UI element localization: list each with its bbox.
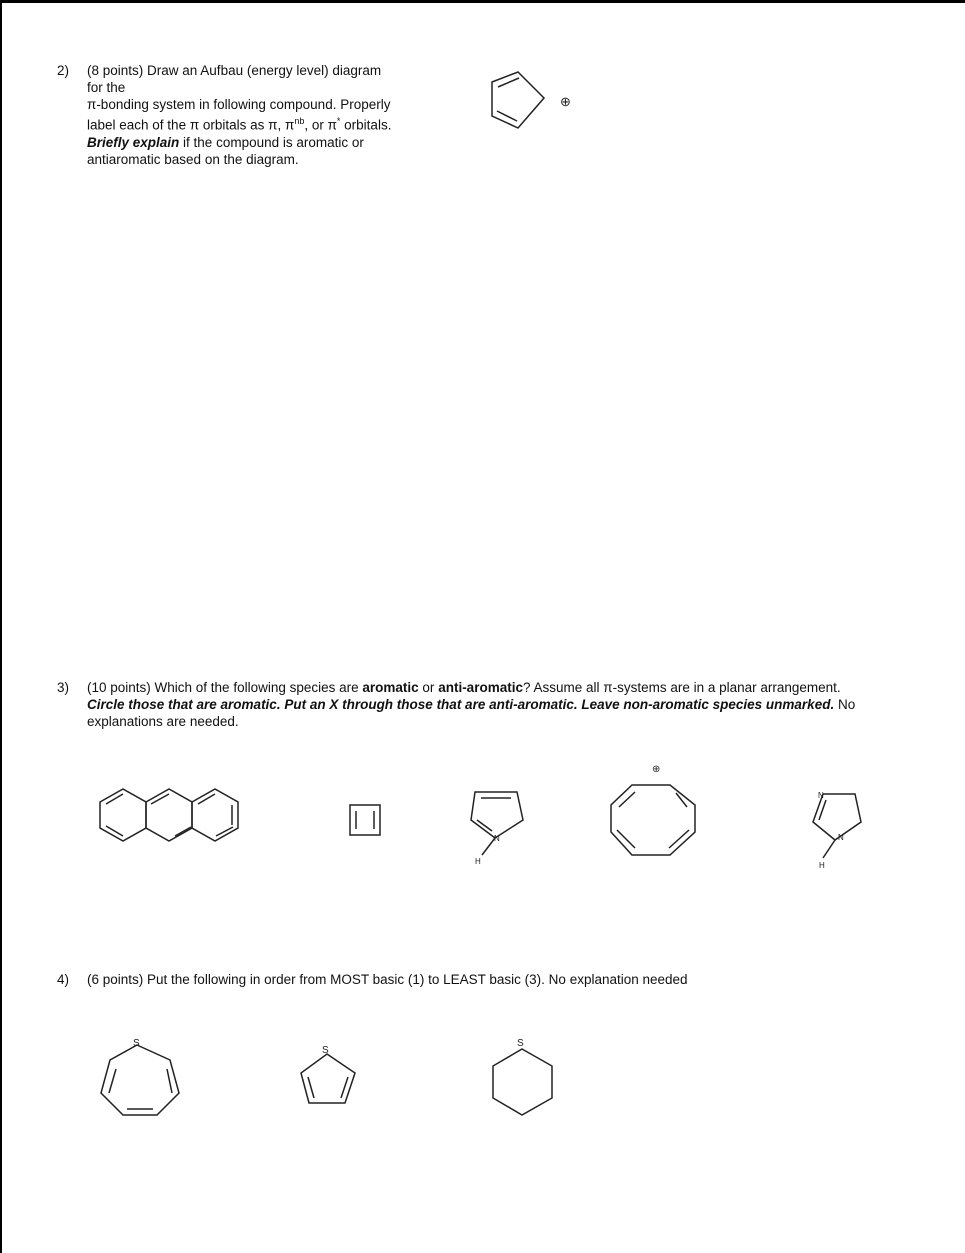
ring [146,789,192,841]
sulfur-label: S [517,1038,524,1049]
ring-bond [492,72,544,128]
positive-charge: ⊕ [652,764,661,775]
n-h-bond [823,840,835,858]
left-border [0,0,2,1253]
anthracene-structure [95,780,265,850]
question-number: 2) [57,63,70,78]
top-border [0,0,965,3]
question-2-text: (8 points) Draw an Aufbau (energy level) diagram for the π-bonding system in following compound. Properly label each of the π orbitals as π, $\pi^{nb}$, or π* orbitals. Briefly explain if the compound is aromatic or antiaromatic based on the diagram. [87,63,392,167]
positive-charge: ⊕ [560,94,571,109]
question-number: 3) [57,680,70,695]
imidazole-structure [805,780,875,875]
nitrogen-label: N [818,791,824,800]
nitrogen-label: N [838,833,844,842]
question-3 [57,679,917,734]
question-number: 4) [57,972,70,987]
question-4-text: (6 points) Put the following in order from MOST basic (1) to LEAST basic (3). No explanation needed [87,972,688,987]
ring [611,785,695,855]
thiepine-structure [95,1025,190,1120]
question-2 [57,62,437,172]
thiane-structure [485,1025,565,1120]
ring [192,789,238,841]
ring [471,792,523,838]
cyclooctatetraene-cation-structure [605,760,705,870]
question-4 [57,971,917,991]
hydrogen-label: H [819,861,825,870]
hydrogen-label: H [475,857,481,866]
sulfur-label: S [133,1038,140,1049]
thiophene-structure [295,1035,370,1110]
double-bond [498,78,519,87]
nitrogen-label: N [494,834,500,843]
ring [493,1049,552,1115]
cyclopentadienyl-cation-structure [480,62,590,142]
pyrrole-structure [465,780,535,875]
ring [100,789,146,841]
question-3-text: (10 points) Which of the following species are aromatic or anti-aromatic? Assume all π-systems are in a planar arrangement. Circle those that are aromatic. Put an X through those that are anti-aromatic. Leave non-aromatic species unmarked. No explanations are needed. [87,680,856,729]
cyclobutadiene-structure [345,800,390,845]
sulfur-label: S [322,1045,329,1056]
